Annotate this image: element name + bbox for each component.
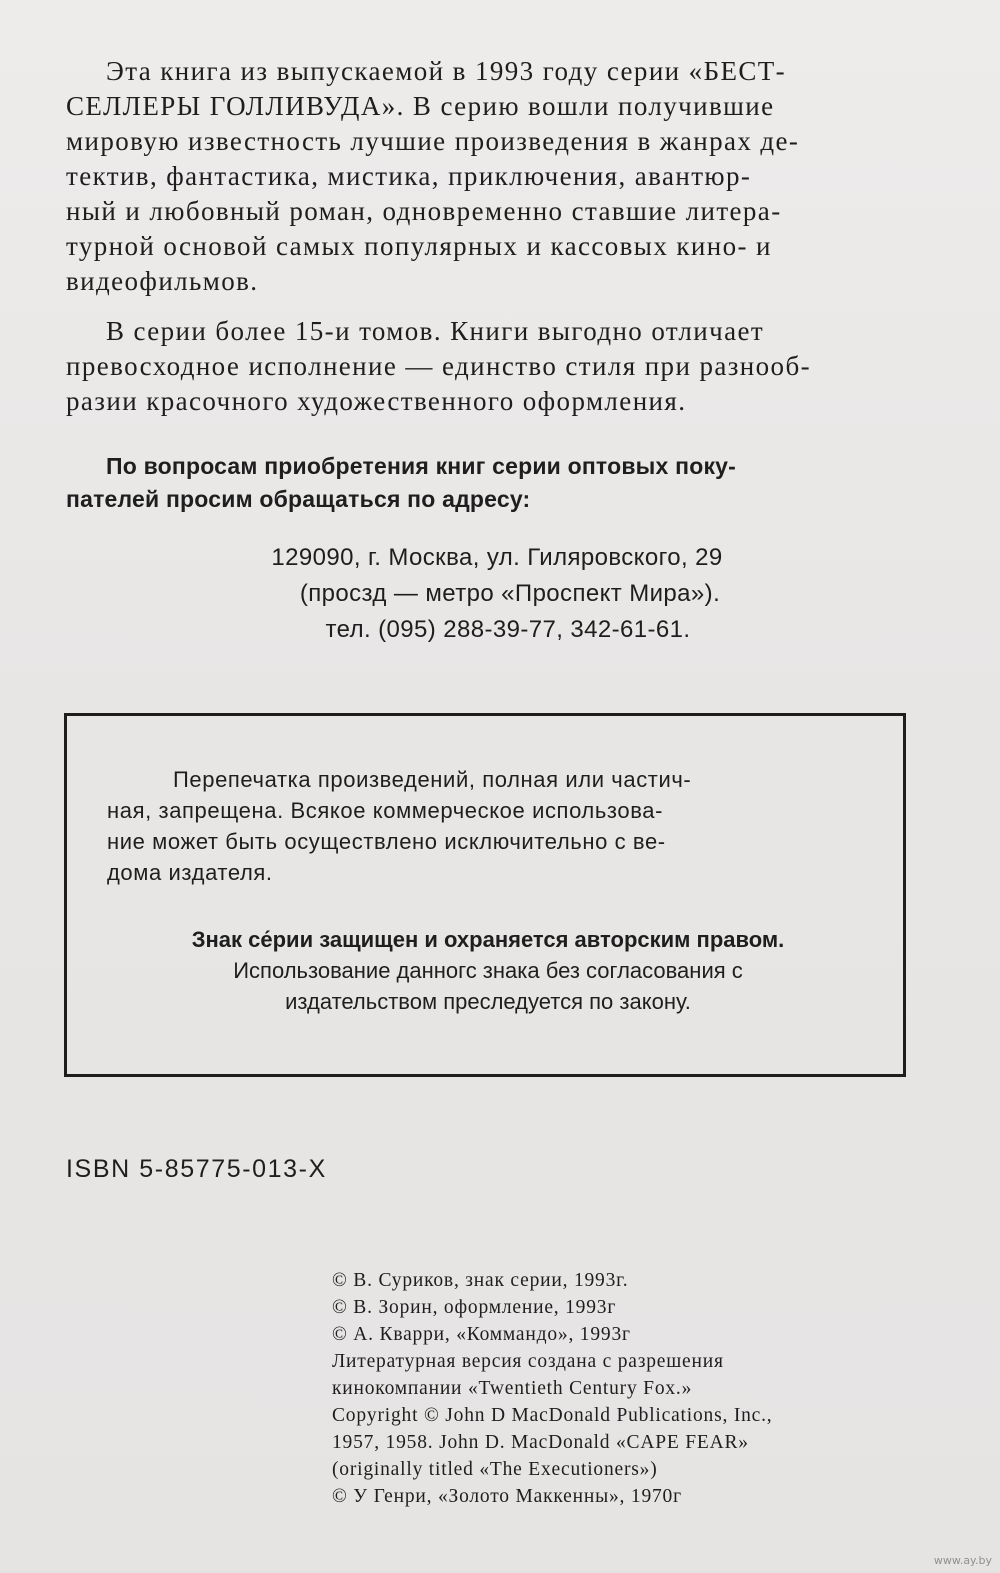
copyright-notice-box xyxy=(64,713,906,1077)
site-watermark: www.ay.by xyxy=(933,1554,992,1567)
text-line: Использование данногс знака без согласования с xyxy=(233,958,743,983)
credit-line: Литературная версия создана с разрешения xyxy=(332,1351,724,1372)
credit-line: (originally titled «The Executioners») xyxy=(332,1459,658,1480)
text-line: видеофильмов. xyxy=(66,266,259,296)
text-line: ние может быть осуществлено исключительно с ве- xyxy=(107,829,666,854)
credit-line: Copyright © John D MacDonald Publications, Inc., xyxy=(332,1405,773,1426)
text-line: турной основой самых популярных и кассовых кино- и xyxy=(66,231,772,261)
credit-line: © А. Кварри, «Коммандо», 1993г xyxy=(332,1324,631,1345)
credit-line: 1957, 1958. John D. MacDonald «CAPE FEAR» xyxy=(332,1432,749,1453)
text-line: В серии более 15-и томов. Книги выгодно отличает xyxy=(106,316,765,346)
wholesale-contact-paragraph xyxy=(66,450,936,516)
text-line: превосходное исполнение — единство стиля при разнооб- xyxy=(66,351,811,381)
text-line: СЕЛЛЕРЫ ГОЛЛИВУДА». В серию вошли получившие xyxy=(66,91,775,121)
text-line: ная, запрещена. Всякое коммерческое использова- xyxy=(107,798,663,823)
phone-line: тел. (095) 288-39-77, 342-61-61. xyxy=(325,616,691,643)
text-line: Перепечатка произведений, полная или частич- xyxy=(173,767,692,792)
reprint-notice xyxy=(107,764,877,888)
credit-line: © В. Суриков, знак серии, 1993г. xyxy=(332,1270,629,1291)
publisher-address xyxy=(0,540,1000,648)
trademark-notice xyxy=(67,924,909,1017)
isbn-number: ISBN 5-85775-013-X xyxy=(66,1155,327,1183)
text-line: мировую известность лучшие произведения в жанрах де- xyxy=(66,126,800,156)
copyright-credits xyxy=(332,1267,932,1510)
text-line: разии красочного художественного оформления. xyxy=(66,386,687,416)
series-intro-paragraph xyxy=(66,54,926,299)
text-line: ный и любовный роман, одновременно ставшие литера- xyxy=(66,196,782,226)
text-line: тектив, фантастика, мистика, приключения, авантюр- xyxy=(66,161,752,191)
series-description-paragraph xyxy=(66,314,926,419)
text-line: дома издателя. xyxy=(107,860,273,885)
text-line: Знак се́рии защищен и охраняется авторским правом. xyxy=(191,927,785,952)
text-line: По вопросам приобретения книг серии оптовых поку- xyxy=(106,453,737,479)
text-line: Эта книга из выпускаемой в 1993 году серии «БЕСТ- xyxy=(106,56,787,86)
credit-line: © В. Зорин, оформление, 1993г xyxy=(332,1297,617,1318)
text-line: издательством преследуется по закону. xyxy=(285,989,691,1014)
address-line: 129090, г. Москва, ул. Гиляровского, 29 xyxy=(271,544,723,571)
credit-line: кинокомпании «Twentieth Century Fox.» xyxy=(332,1378,693,1399)
text-line: пателей просим обращаться по адресу: xyxy=(66,486,531,512)
address-line: (просзд — метро «Проспект Мира»). xyxy=(299,580,721,607)
credit-line: © У Генри, «Золото Маккенны», 1970г xyxy=(332,1486,682,1507)
